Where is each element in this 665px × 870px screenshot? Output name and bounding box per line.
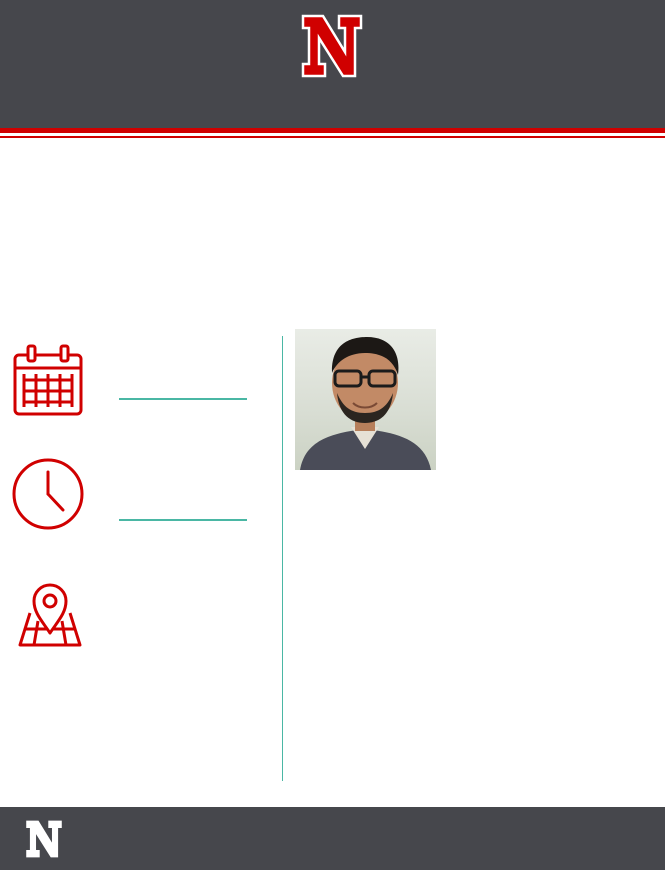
accent-divider xyxy=(282,336,283,781)
date-underline xyxy=(119,398,247,400)
calendar-icon xyxy=(12,343,84,417)
nebraska-n-logo xyxy=(301,14,363,78)
map-pin-icon xyxy=(16,573,84,649)
unl-wordmark xyxy=(530,813,650,865)
nebraska-n-logo-small xyxy=(25,819,63,859)
red-divider-thin xyxy=(0,136,665,138)
time-underline xyxy=(119,519,247,521)
clock-icon xyxy=(10,456,86,532)
speaker-photo xyxy=(295,329,436,470)
red-divider xyxy=(0,128,665,133)
